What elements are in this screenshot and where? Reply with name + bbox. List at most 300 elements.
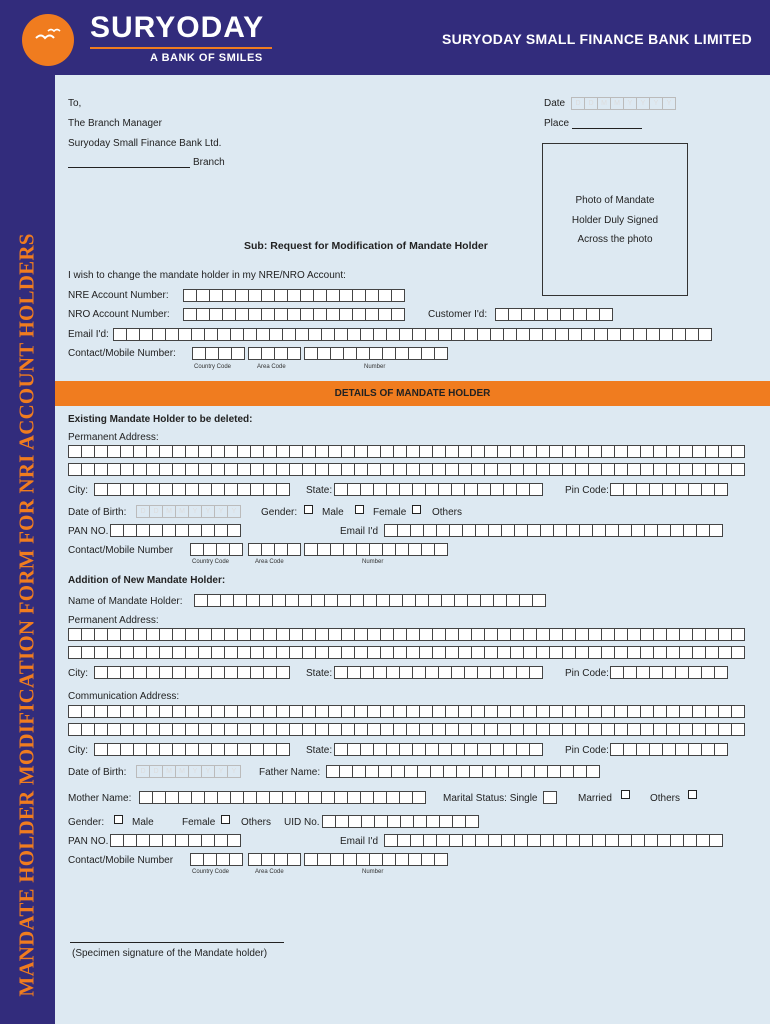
char-box[interactable] <box>165 328 179 341</box>
char-box[interactable] <box>263 666 277 679</box>
char-box[interactable] <box>313 308 327 321</box>
char-box[interactable] <box>274 853 288 866</box>
char-box[interactable] <box>506 594 520 607</box>
char-box[interactable] <box>484 723 498 736</box>
char-box[interactable] <box>490 666 504 679</box>
char-box[interactable] <box>395 347 409 360</box>
char-box[interactable] <box>419 723 433 736</box>
char-box[interactable] <box>159 723 173 736</box>
char-box[interactable] <box>178 328 192 341</box>
char-box[interactable] <box>497 463 511 476</box>
char-box[interactable] <box>322 815 336 828</box>
char-box[interactable] <box>94 743 108 756</box>
char-box[interactable] <box>289 463 303 476</box>
char-box[interactable] <box>610 743 624 756</box>
char-box[interactable] <box>302 723 316 736</box>
char-box[interactable] <box>120 723 134 736</box>
char-box[interactable] <box>237 646 251 659</box>
char-box[interactable] <box>586 765 600 778</box>
char-box[interactable] <box>579 524 593 537</box>
char-box[interactable] <box>94 723 108 736</box>
char-box[interactable] <box>408 543 422 556</box>
char-box[interactable] <box>237 723 251 736</box>
char-box[interactable] <box>348 815 362 828</box>
char-box[interactable] <box>516 666 530 679</box>
char-box[interactable] <box>289 628 303 641</box>
char-box[interactable] <box>649 666 663 679</box>
char-box[interactable] <box>698 328 712 341</box>
char-box[interactable] <box>172 483 186 496</box>
char-box[interactable] <box>68 628 82 641</box>
char-box[interactable] <box>471 463 485 476</box>
char-box[interactable] <box>246 594 260 607</box>
char-box[interactable] <box>536 723 550 736</box>
char-box[interactable] <box>432 628 446 641</box>
char-box[interactable] <box>523 646 537 659</box>
char-box[interactable] <box>185 743 199 756</box>
char-box[interactable] <box>395 543 409 556</box>
char-box[interactable] <box>404 765 418 778</box>
char-box[interactable] <box>198 628 212 641</box>
char-box[interactable] <box>230 328 244 341</box>
char-box[interactable] <box>341 646 355 659</box>
char-box[interactable] <box>315 705 329 718</box>
new-uid-input[interactable] <box>322 815 478 828</box>
char-box[interactable] <box>458 723 472 736</box>
char-box[interactable] <box>146 646 160 659</box>
char-box[interactable] <box>81 723 95 736</box>
char-box[interactable] <box>419 463 433 476</box>
char-box[interactable] <box>146 743 160 756</box>
char-box[interactable] <box>560 765 574 778</box>
char-box[interactable] <box>607 328 621 341</box>
existing-number-input[interactable] <box>304 543 447 556</box>
char-box[interactable] <box>237 628 251 641</box>
char-box[interactable] <box>406 723 420 736</box>
existing-others-checkbox[interactable] <box>412 505 421 514</box>
married-checkbox[interactable] <box>621 790 630 799</box>
char-box[interactable] <box>675 743 689 756</box>
char-box[interactable] <box>209 289 223 302</box>
char-box[interactable] <box>133 666 147 679</box>
char-box[interactable] <box>432 723 446 736</box>
existing-email-input[interactable] <box>384 524 722 537</box>
char-box[interactable] <box>378 765 392 778</box>
char-box[interactable] <box>237 705 251 718</box>
new-female-checkbox[interactable] <box>221 815 230 824</box>
char-box[interactable] <box>636 666 650 679</box>
char-box[interactable] <box>439 815 453 828</box>
char-box[interactable] <box>386 328 400 341</box>
date-char-box[interactable]: Y <box>201 505 215 518</box>
char-box[interactable] <box>516 743 530 756</box>
char-box[interactable] <box>233 594 247 607</box>
char-box[interactable] <box>601 628 615 641</box>
char-box[interactable] <box>510 723 524 736</box>
char-box[interactable] <box>380 628 394 641</box>
char-box[interactable] <box>261 308 275 321</box>
char-box[interactable] <box>623 666 637 679</box>
char-box[interactable] <box>133 463 147 476</box>
char-box[interactable] <box>516 328 530 341</box>
date-char-box[interactable]: Y <box>188 505 202 518</box>
char-box[interactable] <box>107 483 121 496</box>
char-box[interactable] <box>480 594 494 607</box>
new-male-checkbox[interactable] <box>114 815 123 824</box>
char-box[interactable] <box>172 646 186 659</box>
char-box[interactable] <box>426 815 440 828</box>
char-box[interactable] <box>343 347 357 360</box>
char-box[interactable] <box>432 463 446 476</box>
char-box[interactable] <box>636 483 650 496</box>
char-box[interactable] <box>369 347 383 360</box>
char-box[interactable] <box>250 445 264 458</box>
char-box[interactable] <box>198 723 212 736</box>
char-box[interactable] <box>523 723 537 736</box>
char-box[interactable] <box>136 524 150 537</box>
char-box[interactable] <box>248 347 262 360</box>
char-box[interactable] <box>248 853 262 866</box>
nre-account-input[interactable] <box>183 289 404 302</box>
char-box[interactable] <box>484 445 498 458</box>
char-box[interactable] <box>627 705 641 718</box>
char-box[interactable] <box>588 628 602 641</box>
char-box[interactable] <box>373 328 387 341</box>
char-box[interactable] <box>214 834 228 847</box>
char-box[interactable] <box>373 483 387 496</box>
char-box[interactable] <box>412 791 426 804</box>
new-comm-pin-input[interactable] <box>610 743 727 756</box>
char-box[interactable] <box>380 723 394 736</box>
char-box[interactable] <box>575 463 589 476</box>
char-box[interactable] <box>250 463 264 476</box>
char-box[interactable] <box>543 791 557 804</box>
char-box[interactable] <box>94 666 108 679</box>
char-box[interactable] <box>536 445 550 458</box>
char-box[interactable] <box>198 445 212 458</box>
char-box[interactable] <box>211 705 225 718</box>
char-box[interactable] <box>575 628 589 641</box>
char-box[interactable] <box>302 445 316 458</box>
new-comm-city-input[interactable] <box>94 743 289 756</box>
char-box[interactable] <box>575 705 589 718</box>
char-box[interactable] <box>393 445 407 458</box>
char-box[interactable] <box>276 705 290 718</box>
char-box[interactable] <box>250 743 264 756</box>
char-box[interactable] <box>334 483 348 496</box>
char-box[interactable] <box>610 483 624 496</box>
new-city-input[interactable] <box>94 666 289 679</box>
char-box[interactable] <box>653 463 667 476</box>
char-box[interactable] <box>365 765 379 778</box>
char-box[interactable] <box>471 628 485 641</box>
char-box[interactable] <box>484 705 498 718</box>
char-box[interactable] <box>146 628 160 641</box>
char-box[interactable] <box>718 628 732 641</box>
char-box[interactable] <box>133 723 147 736</box>
char-box[interactable] <box>605 524 619 537</box>
char-box[interactable] <box>222 289 236 302</box>
char-box[interactable] <box>709 524 723 537</box>
char-box[interactable] <box>237 743 251 756</box>
char-box[interactable] <box>454 594 468 607</box>
char-box[interactable] <box>120 628 134 641</box>
char-box[interactable] <box>248 308 262 321</box>
char-box[interactable] <box>382 853 396 866</box>
char-box[interactable] <box>458 463 472 476</box>
char-box[interactable] <box>484 646 498 659</box>
char-box[interactable] <box>679 445 693 458</box>
char-box[interactable] <box>477 743 491 756</box>
char-box[interactable] <box>451 483 465 496</box>
char-box[interactable] <box>107 445 121 458</box>
char-box[interactable] <box>339 289 353 302</box>
char-box[interactable] <box>282 328 296 341</box>
char-box[interactable] <box>560 308 574 321</box>
number-input[interactable] <box>304 347 447 360</box>
char-box[interactable] <box>304 347 318 360</box>
char-box[interactable] <box>497 628 511 641</box>
char-box[interactable] <box>406 646 420 659</box>
char-box[interactable] <box>391 308 405 321</box>
char-box[interactable] <box>529 483 543 496</box>
char-box[interactable] <box>217 791 231 804</box>
char-box[interactable] <box>149 524 163 537</box>
char-box[interactable] <box>471 705 485 718</box>
char-box[interactable] <box>315 646 329 659</box>
char-box[interactable] <box>356 543 370 556</box>
char-box[interactable] <box>224 445 238 458</box>
char-box[interactable] <box>360 483 374 496</box>
char-box[interactable] <box>302 705 316 718</box>
char-box[interactable] <box>367 445 381 458</box>
char-box[interactable] <box>276 628 290 641</box>
char-box[interactable] <box>380 463 394 476</box>
char-box[interactable] <box>623 483 637 496</box>
char-box[interactable] <box>534 765 548 778</box>
char-box[interactable] <box>471 445 485 458</box>
char-box[interactable] <box>198 666 212 679</box>
char-box[interactable] <box>235 308 249 321</box>
date-char-box[interactable]: Y <box>227 765 241 778</box>
char-box[interactable] <box>133 646 147 659</box>
char-box[interactable] <box>354 646 368 659</box>
date-char-box[interactable]: M <box>175 765 189 778</box>
char-box[interactable] <box>718 463 732 476</box>
char-box[interactable] <box>185 483 199 496</box>
char-box[interactable] <box>211 463 225 476</box>
char-box[interactable] <box>311 594 325 607</box>
char-box[interactable] <box>464 743 478 756</box>
char-box[interactable] <box>146 705 160 718</box>
date-char-box[interactable]: D <box>584 97 598 110</box>
char-box[interactable] <box>190 543 204 556</box>
char-box[interactable] <box>159 628 173 641</box>
char-box[interactable] <box>696 524 710 537</box>
char-box[interactable] <box>692 445 706 458</box>
char-box[interactable] <box>367 463 381 476</box>
char-box[interactable] <box>339 765 353 778</box>
char-box[interactable] <box>393 463 407 476</box>
char-box[interactable] <box>374 815 388 828</box>
date-char-box[interactable]: M <box>162 765 176 778</box>
char-box[interactable] <box>581 328 595 341</box>
char-box[interactable] <box>484 463 498 476</box>
char-box[interactable] <box>328 705 342 718</box>
char-box[interactable] <box>159 445 173 458</box>
char-box[interactable] <box>94 463 108 476</box>
char-box[interactable] <box>391 765 405 778</box>
char-box[interactable] <box>452 815 466 828</box>
char-box[interactable] <box>399 666 413 679</box>
char-box[interactable] <box>149 834 163 847</box>
char-box[interactable] <box>503 666 517 679</box>
char-box[interactable] <box>107 705 121 718</box>
char-box[interactable] <box>464 328 478 341</box>
char-box[interactable] <box>175 524 189 537</box>
char-box[interactable] <box>458 646 472 659</box>
char-box[interactable] <box>623 743 637 756</box>
char-box[interactable] <box>586 308 600 321</box>
char-box[interactable] <box>709 834 723 847</box>
char-box[interactable] <box>436 524 450 537</box>
char-box[interactable] <box>705 646 719 659</box>
char-box[interactable] <box>640 646 654 659</box>
char-box[interactable] <box>631 834 645 847</box>
char-box[interactable] <box>614 628 628 641</box>
char-box[interactable] <box>274 347 288 360</box>
char-box[interactable] <box>490 743 504 756</box>
char-box[interactable] <box>731 445 745 458</box>
char-box[interactable] <box>315 723 329 736</box>
char-box[interactable] <box>497 705 511 718</box>
char-box[interactable] <box>516 483 530 496</box>
new-mother-input[interactable] <box>139 791 425 804</box>
date-char-box[interactable]: Y <box>662 97 676 110</box>
char-box[interactable] <box>172 723 186 736</box>
char-box[interactable] <box>549 463 563 476</box>
char-box[interactable] <box>289 646 303 659</box>
char-box[interactable] <box>250 483 264 496</box>
existing-pan-input[interactable] <box>110 524 240 537</box>
char-box[interactable] <box>592 834 606 847</box>
char-box[interactable] <box>107 463 121 476</box>
char-box[interactable] <box>343 853 357 866</box>
char-box[interactable] <box>304 543 318 556</box>
char-box[interactable] <box>347 791 361 804</box>
char-box[interactable] <box>360 666 374 679</box>
char-box[interactable] <box>120 463 134 476</box>
char-box[interactable] <box>289 705 303 718</box>
char-box[interactable] <box>510 628 524 641</box>
char-box[interactable] <box>529 328 543 341</box>
char-box[interactable] <box>214 524 228 537</box>
char-box[interactable] <box>575 646 589 659</box>
signature-line[interactable] <box>70 942 284 943</box>
char-box[interactable] <box>216 853 230 866</box>
char-box[interactable] <box>718 646 732 659</box>
char-box[interactable] <box>657 524 671 537</box>
date-char-box[interactable]: D <box>136 765 150 778</box>
char-box[interactable] <box>601 463 615 476</box>
char-box[interactable] <box>159 463 173 476</box>
char-box[interactable] <box>627 463 641 476</box>
date-char-box[interactable]: Y <box>188 765 202 778</box>
date-char-box[interactable]: D <box>149 765 163 778</box>
char-box[interactable] <box>172 628 186 641</box>
place-line[interactable] <box>572 128 642 129</box>
char-box[interactable] <box>423 834 437 847</box>
char-box[interactable] <box>367 705 381 718</box>
char-box[interactable] <box>378 289 392 302</box>
char-box[interactable] <box>326 308 340 321</box>
char-box[interactable] <box>198 705 212 718</box>
area-code-input[interactable] <box>248 347 300 360</box>
char-box[interactable] <box>477 483 491 496</box>
char-box[interactable] <box>562 646 576 659</box>
char-box[interactable] <box>334 743 348 756</box>
char-box[interactable] <box>419 705 433 718</box>
char-box[interactable] <box>192 347 206 360</box>
existing-female-checkbox[interactable] <box>355 505 364 514</box>
char-box[interactable] <box>334 666 348 679</box>
char-box[interactable] <box>274 289 288 302</box>
char-box[interactable] <box>679 723 693 736</box>
char-box[interactable] <box>382 347 396 360</box>
char-box[interactable] <box>185 445 199 458</box>
char-box[interactable] <box>666 705 680 718</box>
char-box[interactable] <box>235 289 249 302</box>
char-box[interactable] <box>328 646 342 659</box>
char-box[interactable] <box>188 834 202 847</box>
char-box[interactable] <box>417 765 431 778</box>
char-box[interactable] <box>683 524 697 537</box>
char-box[interactable] <box>113 328 127 341</box>
char-box[interactable] <box>601 705 615 718</box>
char-box[interactable] <box>341 723 355 736</box>
char-box[interactable] <box>133 705 147 718</box>
char-box[interactable] <box>94 483 108 496</box>
char-box[interactable] <box>653 705 667 718</box>
char-box[interactable] <box>553 834 567 847</box>
char-box[interactable] <box>334 791 348 804</box>
char-box[interactable] <box>188 524 202 537</box>
char-box[interactable] <box>536 705 550 718</box>
existing-city-input[interactable] <box>94 483 289 496</box>
char-box[interactable] <box>666 445 680 458</box>
char-box[interactable] <box>421 543 435 556</box>
char-box[interactable] <box>649 483 663 496</box>
char-box[interactable] <box>287 308 301 321</box>
date-char-box[interactable]: D <box>149 505 163 518</box>
char-box[interactable] <box>373 666 387 679</box>
date-char-box[interactable]: D <box>136 505 150 518</box>
char-box[interactable] <box>120 483 134 496</box>
char-box[interactable] <box>190 853 204 866</box>
char-box[interactable] <box>393 723 407 736</box>
char-box[interactable] <box>272 594 286 607</box>
char-box[interactable] <box>146 463 160 476</box>
char-box[interactable] <box>328 463 342 476</box>
char-box[interactable] <box>356 853 370 866</box>
date-char-box[interactable]: Y <box>214 765 228 778</box>
char-box[interactable] <box>110 524 124 537</box>
char-box[interactable] <box>352 289 366 302</box>
char-box[interactable] <box>363 594 377 607</box>
char-box[interactable] <box>209 308 223 321</box>
char-box[interactable] <box>68 705 82 718</box>
char-box[interactable] <box>211 445 225 458</box>
